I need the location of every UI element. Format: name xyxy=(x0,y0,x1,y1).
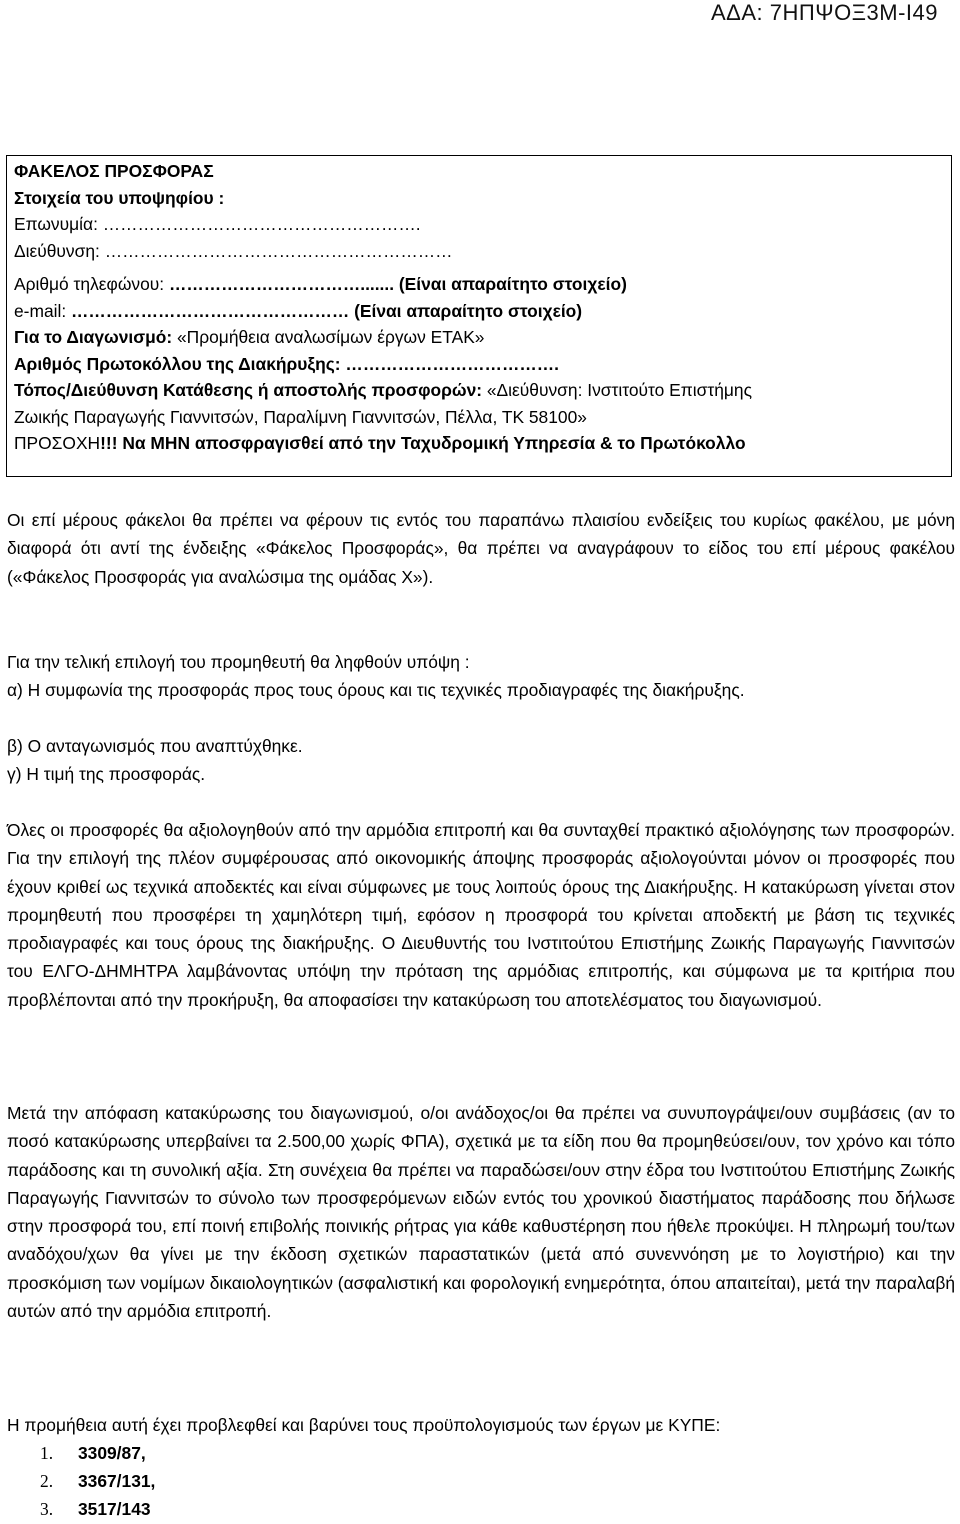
list-number: 1. xyxy=(40,1443,54,1463)
email-dots: ………………………………………… (Είναι απαραίτητο στοιχείο) xyxy=(71,300,583,321)
list-item xyxy=(40,1439,155,1467)
sub-envelopes-paragraph: Οι επί μέρους φάκελοι θα πρέπει να φέρουν τις εντός του παραπάνω πλαισίου ενδείξεις του κυρίως φακέλου, με μόνη διαφορά ότι αντί της ένδειξης «Φάκελος Προσφοράς», θα πρέπει να αναγράφουν το είδος του επί μέρους φακέλου («Φάκελος Προσφοράς για αναλώσιμα της ομάδας Χ»). xyxy=(7,510,955,587)
evaluation-paragraph: Όλες οι προσφορές θα αξιολογηθούν από την αρμόδια επιτροπή και θα συνταχθεί πρακτικό αξιολόγησης των προσφορών. Για την επιλογή της πλέον συμφέρουσας από οικονομικής άποψης προσφοράς αξιολογούνται μόνον οι προσφορές που έχουν κριθεί ως τεχνικά αποδεκτές και είναι σύμφωνες με τους λοιπούς όρους της Διακήρυξης. Η κατακύρωση γίνεται στον προμηθευτή που προσφέρει τη χαμηλότερη τιμή, εφόσον η προσφορά του κρίνεται αποδεκτή με βάση τις τεχνικές προδιαγραφές και τους όρους της διακήρυξης. Ο Διευθυντής του Ινστιτούτου Επιστήμης Ζωικής Παραγωγής Γιαννιτσών του ΕΛΓΟ-ΔΗΜΗΤΡΑ λαμβάνοντας υπόψη την πρόταση της αρμόδιας επιτροπής, και σύμφωνα με τα κριτήρια που προβλέπονται από την προκήρυξη, θα αποφασίσει την κατακύρωση του αποτελέσματος του διαγωνισμού. xyxy=(7,820,955,1010)
place-value-1: «Διεύθυνση: Ινστιτούτο Επιστήμης xyxy=(486,380,752,400)
criteria-intro: Για την τελική επιλογή του προμηθευτή θα ληφθούν υπόψη : xyxy=(7,652,470,672)
list-item xyxy=(40,1467,155,1495)
place-label: Τόπος/Διεύθυνση Κατάθεσης ή αποστολής προσφορών: xyxy=(14,380,487,400)
phone-line xyxy=(14,271,944,298)
offer-envelope-box xyxy=(6,155,952,477)
phone-label: Αριθμό τηλεφώνου: xyxy=(14,274,169,294)
email-line xyxy=(14,298,944,325)
phone-dots: ……………………………....... (Είναι απαραίτητο στοιχείο) xyxy=(168,274,627,294)
tender-line xyxy=(14,324,944,351)
list-item xyxy=(40,1495,155,1523)
kype-list xyxy=(40,1439,155,1524)
warning-text: !!! Να ΜΗΝ αποσφραγισθεί από την Ταχυδρομική Υπηρεσία & το Πρωτόκολλο xyxy=(100,433,746,453)
warning-line xyxy=(14,430,944,457)
tender-value: «Προμήθεια αναλωσίμων έργων ΕΤΑΚ» xyxy=(177,327,485,347)
criteria-a: α) Η συμφωνία της προσφοράς προς τους όρους και τις τεχνικές προδιαγραφές της διακήρυξης. xyxy=(7,680,745,700)
list-number: 3. xyxy=(40,1499,54,1520)
spacer xyxy=(14,264,944,271)
after-award-paragraph: Μετά την απόφαση κατακύρωσης του διαγωνισμού, ο/οι ανάδοχος/οι θα πρέπει να συνυπογράψει/ουν συμβάσεις (αν το ποσό κατακύρωσης υπερβαίνει τα 2.500,00 χωρίς ΦΠΑ), σχετικά με τα είδη που θα προμηθεύσει/ουν, τον χρόνο και τόπο παράδοσης και τη συνολική αξία. Στη συνέχεια θα πρέπει να παραδώσει/ουν στην έδρα του Ινστιτούτου Επιστήμης Ζωικής Παραγωγής Γιαννιτσών το σύνολο των προσφερόμενων ειδών εντός του χρονικού διαστήματος παράδοσης που δήλωσε στην προσφορά του, επί ποινή επιβολής ποινικής ρήτρας για κάθε καθυστέρηση που ήθελε προκύψει. Η πληρωμή του/των αναδόχου/χων θα γίνει με την έκδοση σχετικών παραστατικών (μετά από συνεννόηση με το λογιστήριο) και την προσκόμιση των νομίμων δικαιολογητικών (ασφαλιστική και φορολογική ενημερότητα, όπου απαιτείται), μετά την παραλαβή αυτών από την αρμόδια επιτροπή. xyxy=(7,1103,955,1322)
place-line-2: Ζωικής Παραγωγής Γιαννιτσών, Παραλίμνη Γιαννιτσών, Πέλλα, ΤΚ 58100» xyxy=(14,406,587,427)
criteria-b: β) Ο ανταγωνισμός που αναπτύχθηκε. xyxy=(7,736,303,756)
name-line: Επωνυμία: ………………………………………………. xyxy=(14,214,421,234)
envelope-title: ΦΑΚΕΛΟΣ ΠΡΟΣΦΟΡΑΣ xyxy=(14,161,214,181)
tender-label: Για το Διαγωνισμό: xyxy=(14,327,178,347)
address-line: Διεύθυνση: …………………………………………………… xyxy=(14,240,453,261)
kype-code: 3517/143 xyxy=(78,1499,151,1520)
email-label: e-mail: xyxy=(14,300,72,321)
list-number: 2. xyxy=(40,1471,54,1492)
kype-code: 3367/131, xyxy=(78,1471,156,1492)
budget-intro: Η προμήθεια αυτή έχει προβλεφθεί και βαρύνει τους προϋπολογισμούς των έργων με ΚΥΠΕ: xyxy=(7,1415,721,1435)
protocol-line: Αριθμός Πρωτοκόλλου της Διακήρυξης: ………………………………. xyxy=(14,353,559,374)
ada-code: ΑΔΑ: 7ΗΠΨΟΞ3Μ-Ι49 xyxy=(710,0,938,25)
kype-code: 3309/87, xyxy=(78,1443,146,1463)
candidate-heading: Στοιχεία του υποψηφίου : xyxy=(14,187,225,208)
warning-label: ΠΡΟΣΟΧΗ xyxy=(14,433,101,453)
criteria-c: γ) Η τιμή της προσφοράς. xyxy=(7,764,206,784)
place-line-1 xyxy=(14,377,944,404)
